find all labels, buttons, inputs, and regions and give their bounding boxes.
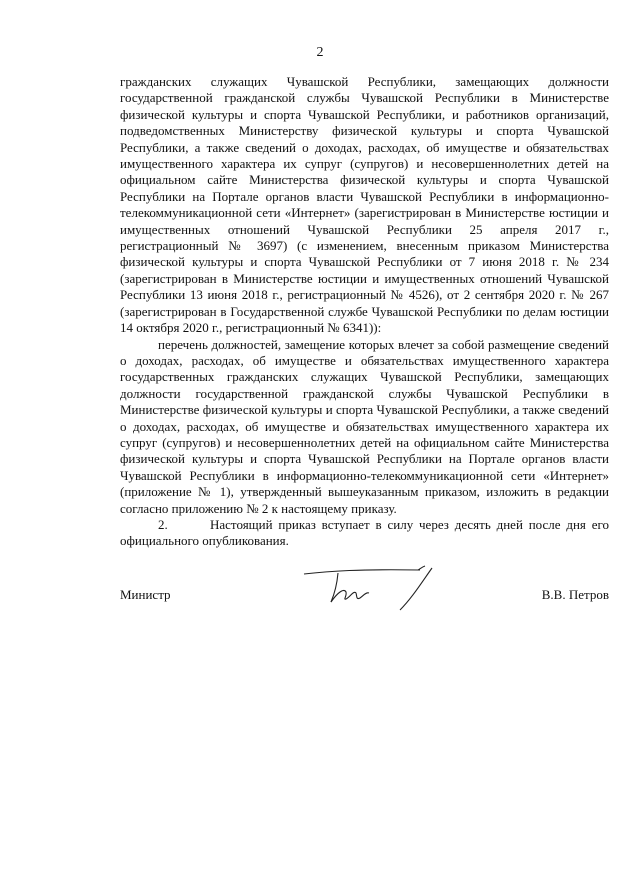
paragraph-continuation: гражданских служащих Чувашской Республики, замещающих должности государственной гражданской службы Чувашской Республики в Министерстве физической культуры и спорта Чувашской Республики, и работников организаций, подведомственных Министерству физической культуры и спорта Чувашской Республики, а также сведений о доходах, расходах, об имуществе и обязательствах имущественного характера их супруг (супругов) и несовершеннолетних детей на официальном сайте Министерства физической культуры и спорта Чувашской Республики на Портале органов власти Чувашской Республики в информационно-телекоммуникационной сети «Интернет» (зарегистрирован в Министерстве юстиции и имущественных отношений Чувашской Республики 25 апреля 2017 г., регистрационный № 3697) (с изменением, внесенным приказом Министерства физической культуры и спорта Чувашской Республики от 7 июня 2018 г. № 234 (зарегистрирован в Министерстве юстиции и имущественных отношений Чувашской Республики 13 июня 2018 г., регистрационный № 4526), от 2 сентября 2020 г. № 267 (зарегистрирован в Государственной службе Чувашской Республики по делам юстиции 14 октября 2020 г., регистрационный № 6341)): (120, 74, 609, 336)
page-number: 2 (316, 45, 324, 60)
signatory-position: Министр (120, 587, 171, 602)
paragraph-item-2 (120, 517, 609, 550)
paragraph-list-of-positions: перечень должностей, замещение которых влечет за собой размещение сведений о доходах, расходах, об имуществе и обязательствах имущественного характера государственных гражданских служащих Чувашской Республики, замещающих должности государственной гражданской службы Чувашской Республики в Министерстве физической культуры и спорта Чувашской Республики, а также сведений о доходах, расходах, об имуществе и обязательствах имущественного характера их супруг (супругов) и несовершеннолетних детей на официальном сайте Министерства физической культуры и спорта Чувашской Республики на Портале органов власти Чувашской Республики в информационно-телекоммуникационной сети «Интернет» (приложение № 1), утвержденный вышеуказанным приказом, изложить в редакции согласно приложению № 2 к настоящему приказу. (120, 336, 609, 516)
signature-block (120, 584, 609, 608)
item-text: Настоящий приказ вступает в силу через десять дней после дня его официального опубликования. (120, 516, 609, 549)
handwritten-signature (300, 562, 450, 612)
signatory-name: В.В. Петров (541, 587, 609, 602)
item-number: 2. (158, 516, 168, 532)
document-body (120, 74, 609, 550)
